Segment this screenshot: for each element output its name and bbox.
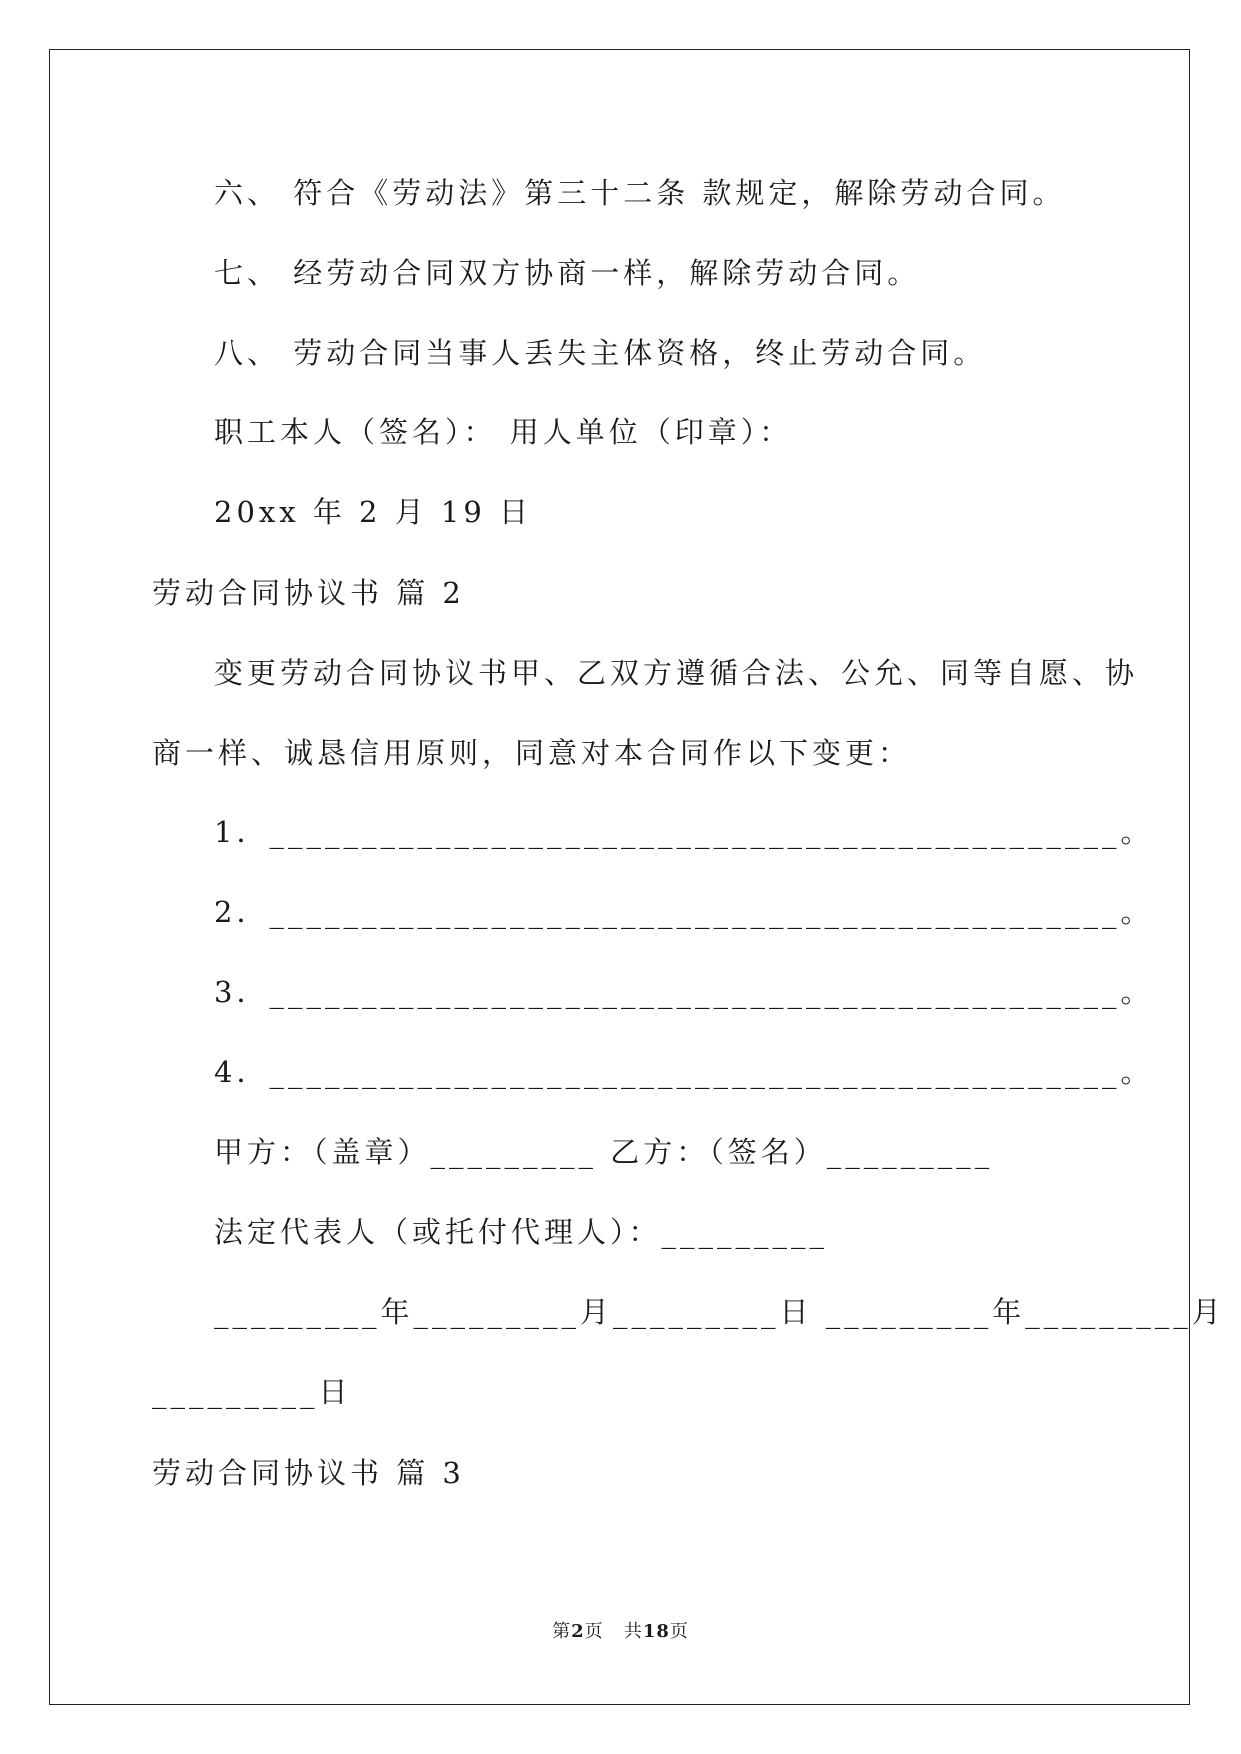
signature-line: 职工本人（签名）： 用人单位（印章）： bbox=[214, 415, 793, 449]
representative-line: 法定代表人（或托付代理人）：_________ bbox=[214, 1215, 829, 1249]
paragraph-intro-line-1: 变更劳动合同协议书甲、乙双方遵循合法、公允、同等自愿、协 bbox=[214, 656, 1139, 690]
change-item-2: 2．______________________________________________。 bbox=[214, 895, 1154, 929]
clause-six: 六、 符合《劳动法》第三十二条 款规定，解除劳动合同。 bbox=[214, 176, 1066, 210]
clause-seven: 七、 经劳动合同双方协商一样，解除劳动合同。 bbox=[214, 256, 921, 290]
footer-total-unit: 页 bbox=[669, 1621, 689, 1642]
change-item-1: 1．______________________________________________。 bbox=[214, 815, 1154, 849]
footer-total-pages: 18 bbox=[642, 1621, 670, 1642]
section-heading-2: 劳动合同协议书 篇 2 bbox=[152, 576, 465, 610]
page-footer bbox=[0, 1617, 1241, 1643]
footer-page-number: 2 bbox=[571, 1621, 585, 1642]
section-heading-3: 劳动合同协议书 篇 3 bbox=[152, 1456, 465, 1490]
change-item-3: 3．______________________________________________。 bbox=[214, 975, 1154, 1009]
party-signature-line: 甲方：（盖章）_________ 乙方：（签名）_________ bbox=[214, 1135, 994, 1169]
footer-page-unit: 页 bbox=[584, 1621, 604, 1642]
date-blanks-line-2: _________日 bbox=[152, 1375, 352, 1409]
paragraph-intro-line-2: 商一样、诚恳信用原则，同意对本合同作以下变更： bbox=[152, 736, 912, 770]
footer-prefix: 第 bbox=[552, 1621, 572, 1642]
date-line: 20xx 年 2 月 19 日 bbox=[214, 495, 533, 529]
change-item-4: 4．______________________________________________。 bbox=[214, 1055, 1154, 1089]
footer-total-prefix: 共 bbox=[623, 1621, 643, 1642]
date-blanks-line-1: _________年_________月_________日 _________年_________月 bbox=[214, 1295, 1225, 1329]
clause-eight: 八、 劳动合同当事人丢失主体资格，终止劳动合同。 bbox=[214, 336, 987, 370]
